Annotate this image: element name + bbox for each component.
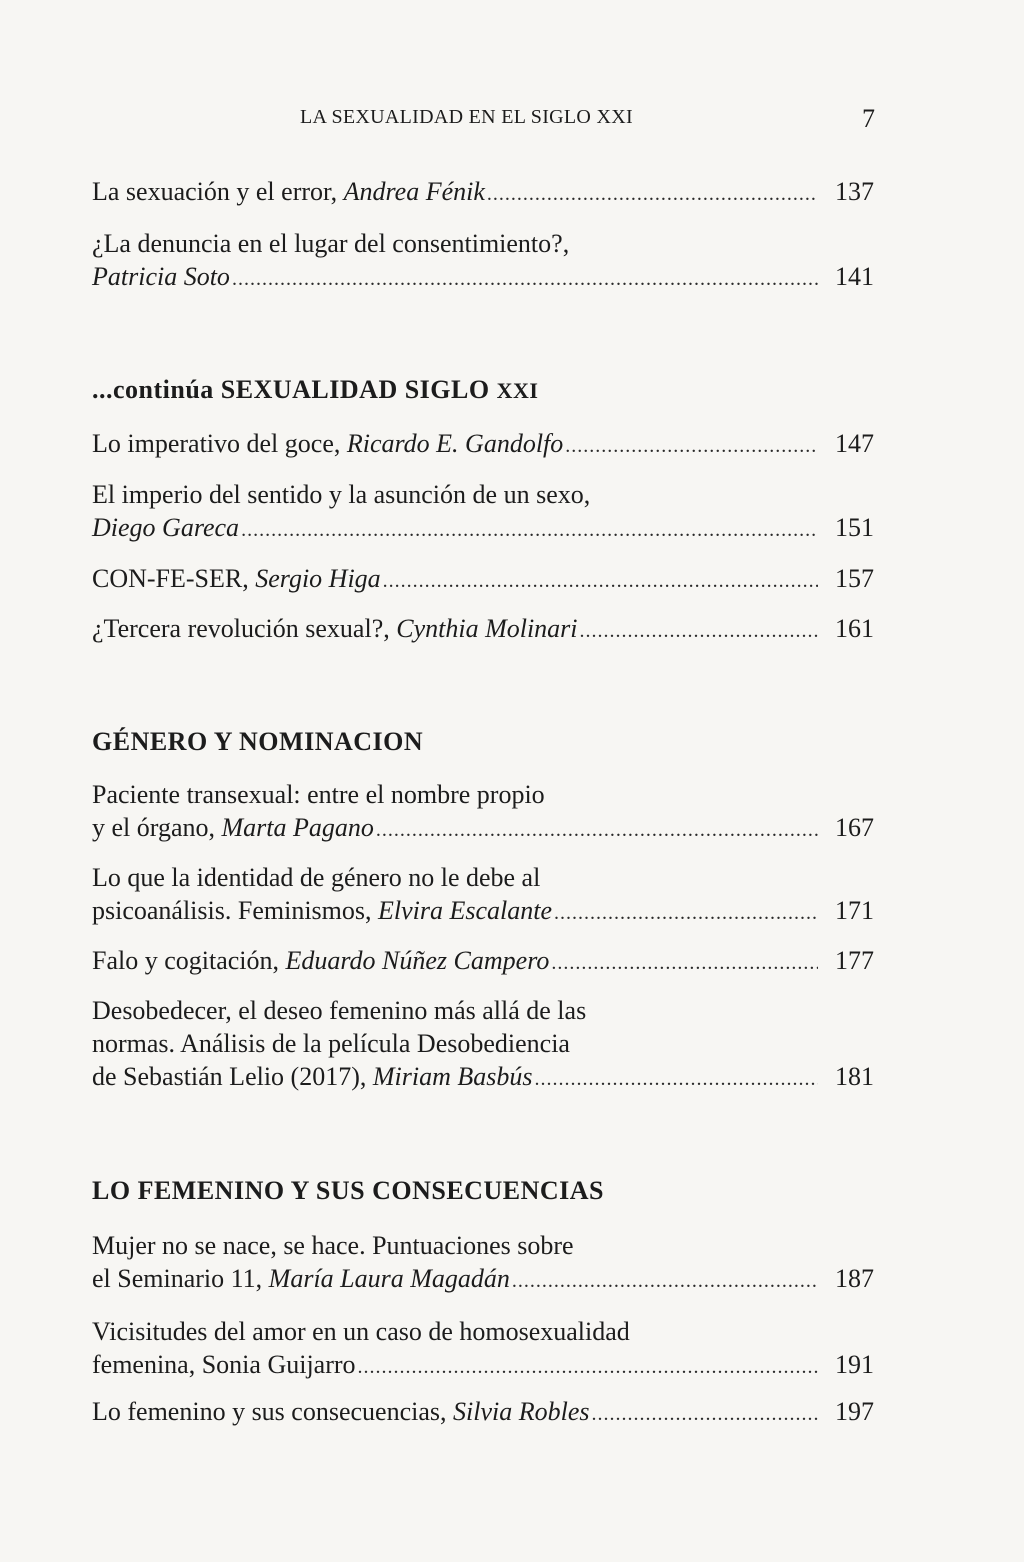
entry-title: psicoanálisis. Feminismos, Elvira Escalante (92, 896, 553, 925)
entry-title-line: Desobedecer, el deseo femenino más allá de las (92, 996, 587, 1025)
entry-page: 171 (835, 896, 874, 925)
entry-title: femenina, Sonia Guijarro (92, 1350, 356, 1379)
entry-page: 197 (835, 1397, 874, 1426)
entry-page: 161 (835, 614, 874, 643)
toc-entry (92, 612, 874, 648)
entry-author: Miriam Basbús (372, 1062, 533, 1091)
entry-page: 157 (835, 564, 874, 593)
toc-entry (92, 562, 874, 598)
entry-author: María Laura Magadán (268, 1264, 510, 1293)
entry-page: 177 (835, 946, 874, 975)
dot-leader (512, 1265, 818, 1298)
section-heading: LO FEMENINO Y SUS CONSECUENCIAS (92, 1176, 604, 1205)
entry-title-line: Mujer no se nace, se hace. Puntuaciones sobre (92, 1231, 574, 1260)
entry-title: Lo femenino y sus consecuencias, Silvia Robles (92, 1397, 590, 1426)
entry-title: ¿Tercera revolución sexual?, Cynthia Molinari (92, 614, 578, 643)
entry-page: 137 (835, 177, 874, 206)
entry-page: 181 (835, 1062, 874, 1091)
dot-leader (551, 947, 818, 980)
toc-entry (92, 1229, 874, 1298)
toc-entry (92, 1395, 874, 1431)
toc-entry (92, 478, 874, 547)
entry-author: Diego Gareca (92, 513, 240, 542)
page-number: 7 (862, 104, 875, 133)
entry-author: Elvira Escalante (378, 896, 553, 925)
entry-page: 151 (835, 513, 874, 542)
dot-leader (580, 615, 818, 648)
entry-title (92, 260, 230, 293)
entry-author: Eduardo Núñez Campero (285, 946, 550, 975)
dot-leader (383, 565, 818, 598)
toc-entry (92, 227, 874, 296)
toc-entry (92, 861, 874, 930)
dot-leader (487, 178, 818, 211)
entry-author: Sergio Higa (255, 564, 381, 593)
toc-entry (92, 1315, 874, 1384)
toc-entry (92, 427, 874, 463)
entry-title-line: normas. Análisis de la película Desobediencia (92, 1029, 570, 1058)
entry-title-line: Paciente transexual: entre el nombre propio (92, 780, 545, 809)
entry-page: 191 (835, 1350, 874, 1379)
dot-leader (358, 1351, 818, 1384)
entry-title: Falo y cogitación, Eduardo Núñez Campero (92, 946, 550, 975)
entry-title: La sexuación y el error, Andrea Fénik (92, 177, 485, 206)
entry-author: Patricia Soto (92, 262, 230, 291)
entry-page: 147 (835, 429, 874, 458)
entry-title-line: ¿La denuncia en el lugar del consentimiento?, (92, 229, 570, 258)
dot-leader (554, 897, 818, 930)
entry-author: Marta Pagano (221, 813, 374, 842)
entry-author: Cynthia Molinari (396, 614, 578, 643)
entry-author: Silvia Robles (453, 1397, 590, 1426)
entry-title: y el órgano, Marta Pagano (92, 813, 374, 842)
section-heading: GÉNERO Y NOMINACION (92, 727, 424, 756)
toc-entry (92, 175, 874, 211)
entry-page: 141 (835, 262, 874, 291)
dot-leader (376, 814, 818, 847)
entry-title: el Seminario 11, María Laura Magadán (92, 1264, 510, 1293)
toc-entry (92, 944, 874, 980)
entry-author: Ricardo E. Gandolfo (346, 429, 564, 458)
entry-page: 187 (835, 1264, 874, 1293)
dot-leader (592, 1398, 819, 1431)
entry-page: 167 (835, 813, 874, 842)
toc-entry (92, 778, 874, 847)
dot-leader (565, 430, 818, 463)
dot-leader (535, 1063, 819, 1096)
entry-title: de Sebastián Lelio (2017), Miriam Basbús (92, 1062, 533, 1091)
entry-title: CON-FE-SER, Sergio Higa (92, 564, 381, 593)
section-heading: ...continúa SEXUALIDAD SIGLO XXI (92, 375, 539, 404)
entry-title: Lo imperativo del goce, Ricardo E. Gandolfo (92, 429, 564, 458)
dot-leader (232, 263, 818, 296)
entry-title (92, 511, 239, 544)
entry-author: Andrea Fénik (343, 177, 485, 206)
entry-title-line: Vicisitudes del amor en un caso de homosexualidad (92, 1317, 630, 1346)
toc-entry (92, 994, 874, 1096)
entry-title-line: El imperio del sentido y la asunción de un sexo, (92, 480, 591, 509)
entry-title-line: Lo que la identidad de género no le debe al (92, 863, 541, 892)
dot-leader (241, 514, 818, 547)
running-title: LA SEXUALIDAD EN EL SIGLO XXI (300, 106, 633, 128)
